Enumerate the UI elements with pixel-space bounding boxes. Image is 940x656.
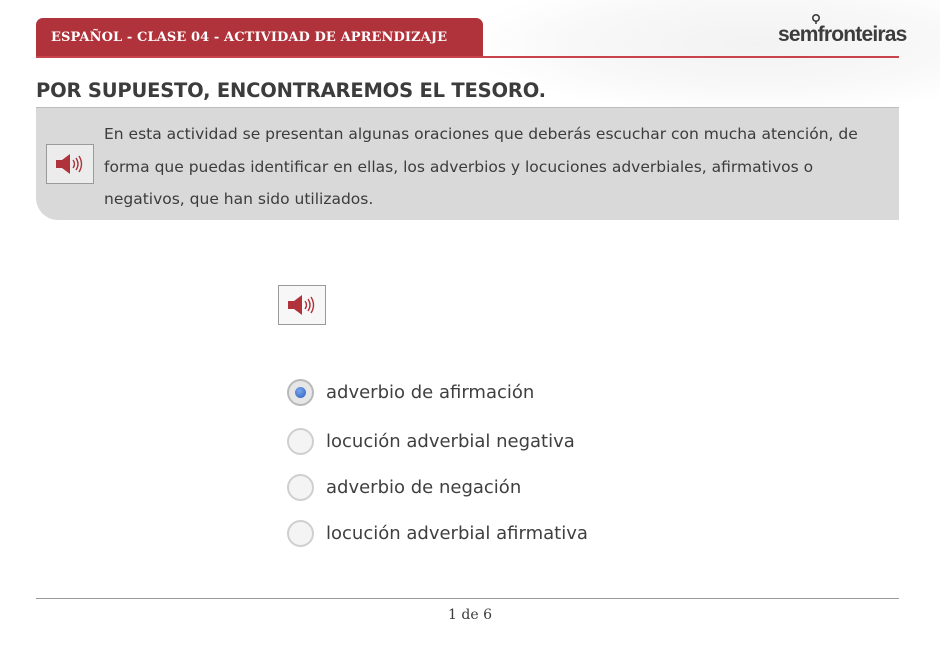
location-pin-icon bbox=[811, 14, 821, 24]
radio-button-selected[interactable] bbox=[287, 379, 314, 406]
option-adverbio-de-afirmacion[interactable] bbox=[287, 378, 607, 406]
option-locucion-adverbial-negativa[interactable] bbox=[287, 427, 607, 455]
option-label: adverbio de afirmación bbox=[326, 381, 535, 403]
page-counter: 1 de 6 bbox=[448, 607, 492, 623]
header-divider bbox=[36, 56, 899, 58]
footer-divider bbox=[36, 598, 899, 599]
question-audio-button[interactable] bbox=[278, 285, 326, 325]
radio-button[interactable] bbox=[287, 428, 314, 455]
option-locucion-adverbial-afirmativa[interactable] bbox=[287, 519, 607, 547]
instructions-audio-button[interactable] bbox=[46, 144, 94, 184]
semfronteiras-logo bbox=[778, 20, 907, 50]
option-label: locución adverbial negativa bbox=[326, 430, 575, 452]
radio-button[interactable] bbox=[287, 520, 314, 547]
instructions-text: En esta actividad se presentan algunas oraciones que deberás escuchar con mucha atención, de forma que puedas identificar en ellas, los adverbios y locuciones adverbiales, afirmativos o negativos, que han sido utilizados. bbox=[104, 125, 858, 208]
logo-text: semfronteiras bbox=[778, 23, 907, 46]
course-banner: ESPAÑOL - CLASE 04 - ACTIVIDAD DE APRENDIZAJE bbox=[36, 18, 483, 58]
option-label: adverbio de negación bbox=[326, 476, 522, 498]
speaker-icon bbox=[54, 153, 86, 175]
background-world-map bbox=[480, 0, 940, 110]
radio-button[interactable] bbox=[287, 474, 314, 501]
page-title: POR SUPUESTO, ENCONTRAREMOS EL TESORO. bbox=[36, 79, 546, 102]
speaker-icon bbox=[286, 294, 318, 316]
option-label: locución adverbial afirmativa bbox=[326, 522, 588, 544]
instructions-panel bbox=[36, 108, 899, 220]
option-adverbio-de-negacion[interactable] bbox=[287, 473, 607, 501]
